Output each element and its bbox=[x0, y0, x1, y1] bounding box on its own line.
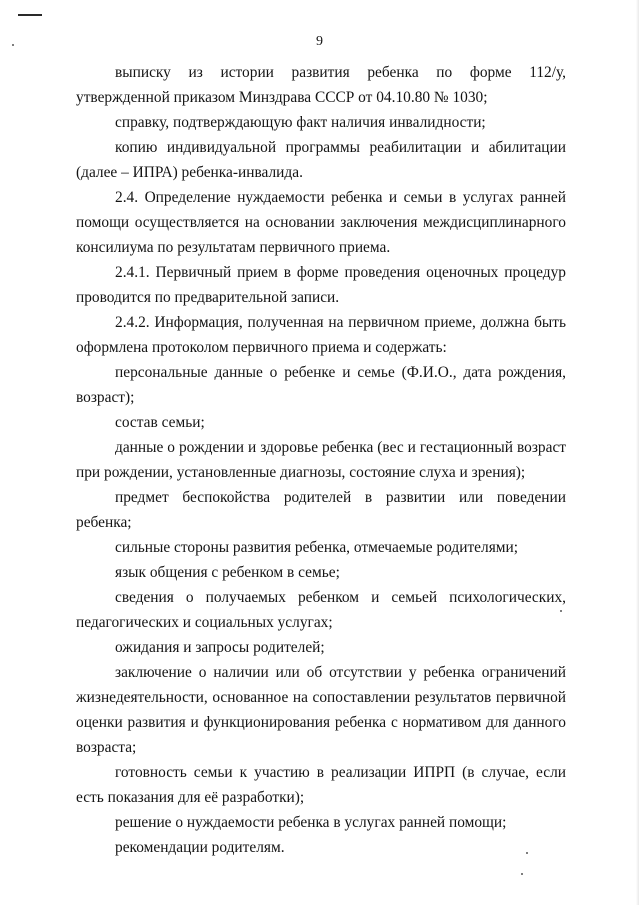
list-item-parent-expectations: ожидания и запросы родителей; bbox=[115, 639, 325, 656]
list-item-received-services: сведения о получаемых ребенком и семьей психологических, педагогических и социальных услугах; bbox=[76, 589, 566, 631]
paragraph-section-2-4-2: 2.4.2. Информация, полученная на первичном приеме, должна быть оформлена протоколом первичного приема и содержать: bbox=[76, 314, 566, 356]
paragraph-ipra-copy: копию индивидуальной программы реабилитации и абилитации (далее – ИПРА) ребенка-инвалида. bbox=[76, 139, 566, 181]
paragraph-extract-112u: выписку из истории развития ребенка по форме 112/у, утвержденной приказом Минздрава СССР от 04.10.80 № 1030; bbox=[76, 64, 566, 106]
list-item-parent-concerns: предмет беспокойства родителей в развитии или поведении ребенка; bbox=[76, 489, 566, 531]
list-item-birth-health-data: данные о рождении и здоровье ребенка (вес и гестационный возраст при рождении, установленные диагнозы, состояние слуха и зрения); bbox=[76, 439, 566, 481]
scan-corner-mark bbox=[18, 14, 42, 16]
page-number: 9 bbox=[316, 34, 323, 49]
paragraph-section-2-4: 2.4. Определение нуждаемости ребенка и семьи в услугах ранней помощи осуществляется на основании заключения междисциплинарного консилиума по результатам первичного приема. bbox=[76, 189, 566, 256]
document-body bbox=[76, 60, 566, 860]
paragraph-section-2-4-1: 2.4.1. Первичный прием в форме проведения оценочных процедур проводится по предварительной записи. bbox=[76, 264, 566, 306]
list-item-limitations-conclusion: заключение о наличии или об отсутствии у ребенка ограничений жизнедеятельности, основанное на сопоставлении результатов первичной оценки развития и функционирования ребенка с нормативом для данного возраста; bbox=[76, 664, 566, 756]
scan-speck bbox=[521, 873, 523, 875]
list-item-family-readiness: готовность семьи к участию в реализации ИПРП (в случае, если есть показания для её разработки); bbox=[76, 764, 566, 806]
list-item-need-decision: решение о нуждаемости ребенка в услугах ранней помощи; bbox=[115, 814, 507, 831]
list-item-family-composition: состав семьи; bbox=[115, 414, 205, 431]
list-item-family-language: язык общения с ребенком в семье; bbox=[115, 564, 340, 581]
paragraph-disability-certificate: справку, подтверждающую факт наличия инвалидности; bbox=[115, 114, 486, 131]
list-item-personal-data: персональные данные о ребенке и семье (Ф.И.О., дата рождения, возраст); bbox=[76, 364, 566, 406]
list-item-strengths: сильные стороны развития ребенка, отмечаемые родителями; bbox=[115, 539, 519, 556]
list-item-recommendations: рекомендации родителям. bbox=[115, 839, 285, 856]
